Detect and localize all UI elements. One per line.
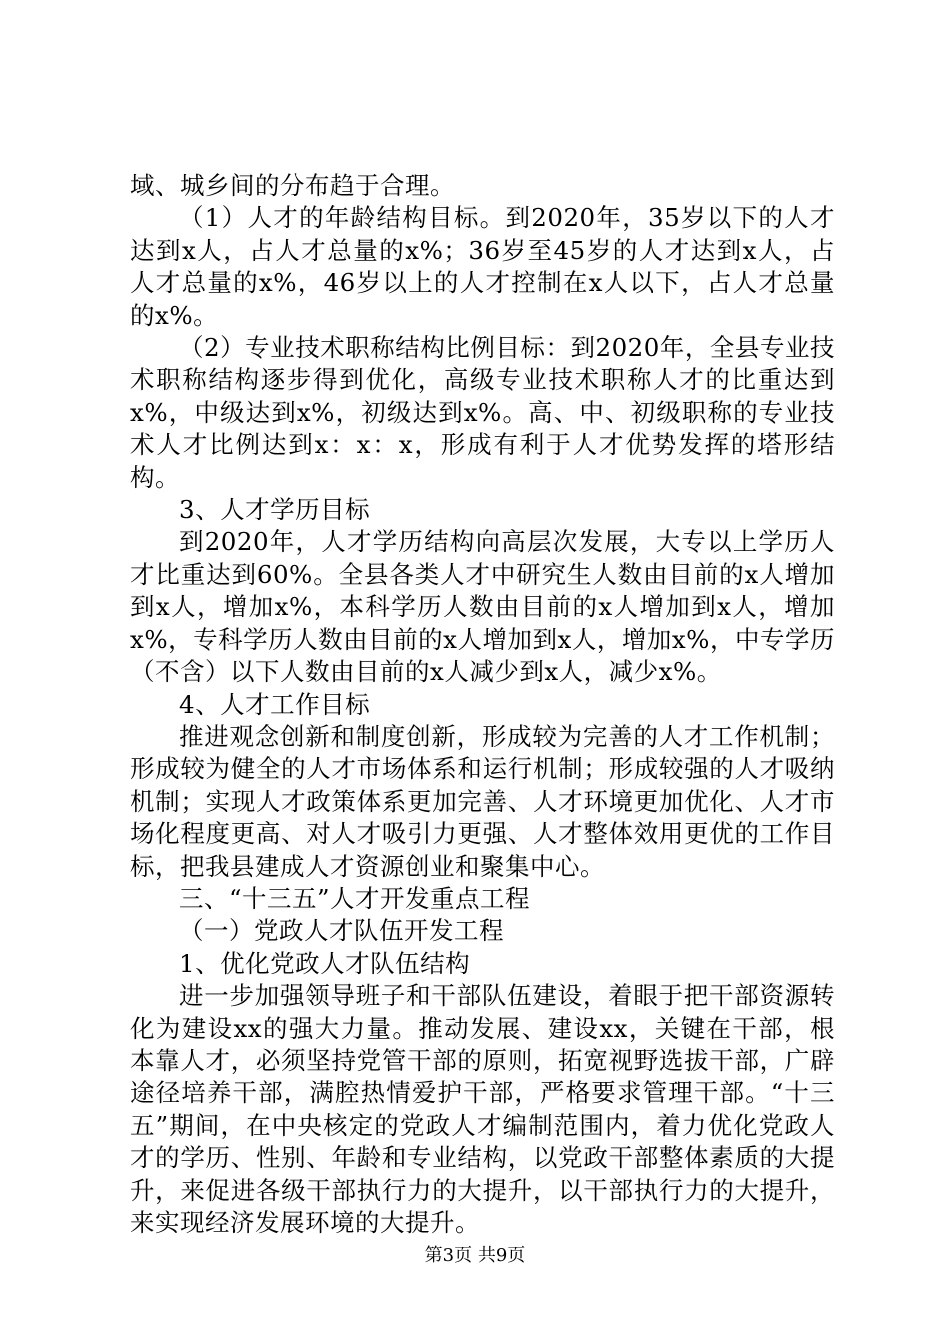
document-body: [130, 170, 835, 1239]
heading-work-goal: 4、人才工作目标: [179, 689, 371, 719]
heading-education-goal: 3、人才学历目标: [179, 495, 371, 525]
heading-subsection-one: （一）党政人才队伍开发工程: [179, 916, 504, 946]
paragraph-cadre-building: 进一步加强领导班子和干部队伍建设，着眼于把干部资源转化为建设xx的强大力量。推动发展、建设xx，关键在干部，根本靠人才，必须坚持党管干部的原则，拓宽视野选拔干部，广辟途径培养干部，满腔热情爱护干部，严格要求管理干部。“十三五”期间，在中央核定的党政人才编制范围内，着力优化党政人才的学历、性别、年龄和专业结构，以党政干部整体素质的大提升，来促进各级干部执行力的大提升，以干部执行力的大提升，来实现经济发展环境的大提升。: [130, 981, 835, 1237]
page-number-footer: 第3页 共9页: [424, 1245, 526, 1266]
heading-section-three: 三、“十三五”人才开发重点工程: [179, 883, 531, 913]
heading-optimize-structure: 1、优化党政人才队伍结构: [179, 948, 471, 978]
paragraph-1: 域、城乡间的分布趋于合理。: [130, 171, 455, 200]
paragraph-title-structure: （2）专业技术职称结构比例目标：到2020年，全县专业技术职称结构逐步得到优化，高级专业技术职称人才的比重达到x%，中级达到x%，初级达到x%。高、中、初级职称的专业技术人才比例达到x：x：x，形成有利于人才优势发挥的塔形结构。: [130, 333, 835, 492]
paragraph-age-structure: （1）人才的年龄结构目标。到2020年，35岁以下的人才达到x人，占人才总量的x%；36岁至45岁的人才达到x人，占人才总量的x%，46岁以上的人才控制在x人以下，占人才总量的x%。: [130, 203, 835, 330]
paragraph-education: 到2020年，人才学历结构向高层次发展，大专以上学历人才比重达到60%。全县各类人才中研究生人数由目前的x人增加到x人，增加x%，本科学历人数由目前的x人增加到x人，增加x%，专科学历人数由目前的x人增加到x人，增加x%，中专学历（不含）以下人数由目前的x人减少到x人，减少x%。: [130, 527, 835, 687]
paragraph-work-goal: 推进观念创新和制度创新，形成较为完善的人才工作机制；形成较为健全的人才市场体系和运行机制；形成较强的人才吸纳机制；实现人才政策体系更加完善、人才环境更加优化、人才市场化程度更高、对人才吸引力更强、人才整体效用更优的工作目标，把我县建成人才资源创业和聚集中心。: [130, 721, 835, 881]
